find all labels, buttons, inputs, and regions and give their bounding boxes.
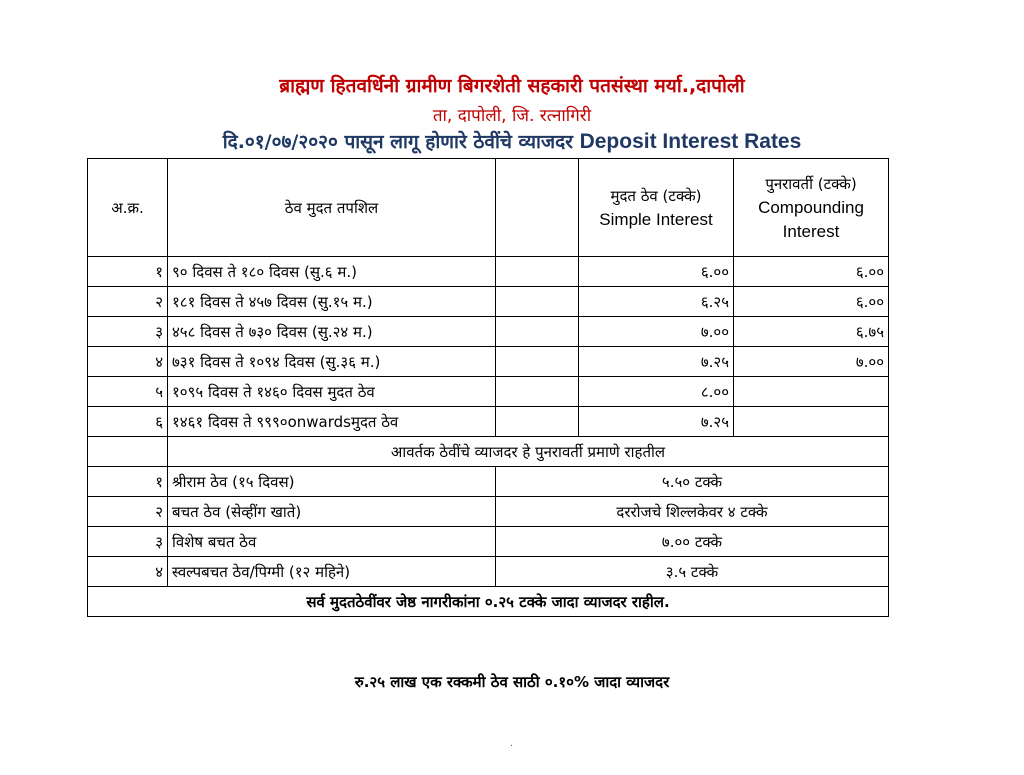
row-description: विशेष बचत ठेव [168, 527, 496, 557]
row-blank [496, 257, 579, 287]
row-compound-rate: ६.०० [734, 257, 889, 287]
row-description: श्रीराम ठेव (१५ दिवस) [168, 467, 496, 497]
row-description: १४६१ दिवस ते ९९९०onwardsमुदत ठेव [168, 407, 496, 437]
header-simple-interest [579, 159, 734, 257]
row-simple-rate: ७.२५ [579, 347, 734, 377]
row-rate: ५.५० टक्के [496, 467, 889, 497]
row-serial: १ [88, 257, 168, 287]
row-serial: २ [88, 287, 168, 317]
row-compound-rate: ६.७५ [734, 317, 889, 347]
subtitle-english: Deposit Interest Rates [579, 130, 802, 153]
row-description: स्वल्पबचत ठेव/पिग्मी (१२ महिने) [168, 557, 496, 587]
subtitle-marathi: दि.०१/०७/२०२० पासून लागू होणारे ठेवींचे व्याजदर [222, 131, 573, 153]
org-address: ता, दापोली, जि. रत्नागिरी [432, 106, 592, 126]
row-rate: दररोजचे शिल्लकेवर ४ टक्के [496, 497, 889, 527]
row-compound-rate: ६.०० [734, 287, 889, 317]
row-description: ९० दिवस ते १८० दिवस (सु.६ म.) [168, 257, 496, 287]
row-blank [496, 377, 579, 407]
row-blank [496, 347, 579, 377]
row-blank [496, 317, 579, 347]
table-row [88, 317, 889, 347]
row-blank [496, 287, 579, 317]
row-serial: ४ [88, 557, 168, 587]
senior-note-row [88, 587, 889, 617]
row-serial: ६ [88, 407, 168, 437]
row-compound-rate [734, 377, 889, 407]
header-blank [496, 159, 579, 257]
page-title [0, 128, 1024, 154]
row-serial: ५ [88, 377, 168, 407]
table-row [88, 527, 889, 557]
header-serial: अ.क्र. [88, 159, 168, 257]
table-header-row [88, 159, 889, 257]
header-simple-mr: मुदत ठेव (टक्के) [610, 186, 702, 205]
row-serial: ३ [88, 317, 168, 347]
row-description: १८१ दिवस ते ४५७ दिवस (सु.१५ म.) [168, 287, 496, 317]
row-simple-rate: ८.०० [579, 377, 734, 407]
org-name: ब्राह्मण हितवर्धिनी ग्रामीण बिगरशेती सहकारी पतसंस्था मर्या.,दापोली [279, 75, 745, 97]
row-simple-rate: ६.०० [579, 257, 734, 287]
row-description: बचत ठेव (सेव्हींग खाते) [168, 497, 496, 527]
row-description: ७३१ दिवस ते १०९४ दिवस (सु.३६ म.) [168, 347, 496, 377]
row-rate: ३.५ टक्के [496, 557, 889, 587]
senior-citizen-note: सर्व मुदतठेवींवर जेष्ठ नागरीकांना ०.२५ टक्के जादा व्याजदर राहील. [88, 587, 889, 617]
table-row [88, 287, 889, 317]
table-row [88, 407, 889, 437]
page-dot: . [510, 738, 514, 749]
row-rate: ७.०० टक्के [496, 527, 889, 557]
table-row [88, 347, 889, 377]
row-serial [88, 437, 168, 467]
row-description: १०९५ दिवस ते १४६० दिवस मुदत ठेव [168, 377, 496, 407]
row-serial: २ [88, 497, 168, 527]
row-simple-rate: ७.२५ [579, 407, 734, 437]
header-compound-mr: पुनरावर्ती (टक्के) [765, 174, 857, 193]
header-compound-en1: Compounding [758, 197, 864, 217]
table-row [88, 257, 889, 287]
row-compound-rate [734, 407, 889, 437]
row-compound-rate: ७.०० [734, 347, 889, 377]
row-simple-rate: ६.२५ [579, 287, 734, 317]
footer-note: रु.२५ लाख एक रक्कमी ठेव साठी ०.१०% जादा व्याजदर [354, 673, 670, 691]
row-serial: ३ [88, 527, 168, 557]
row-simple-rate: ७.०० [579, 317, 734, 347]
header-compounding-interest [734, 159, 889, 257]
header-compound-en2: Interest [782, 221, 840, 241]
interest-rate-table [87, 158, 889, 617]
row-description: ४५८ दिवस ते ७३० दिवस (सु.२४ म.) [168, 317, 496, 347]
table-row [88, 467, 889, 497]
recurring-note: आवर्तक ठेवींचे व्याजदर हे पुनरावर्ती प्रमाणे राहतील [168, 437, 889, 467]
row-blank [496, 407, 579, 437]
table-row [88, 377, 889, 407]
recurring-note-row [88, 437, 889, 467]
row-serial: १ [88, 467, 168, 497]
table-row [88, 497, 889, 527]
table-row [88, 557, 889, 587]
header-simple-en: Simple Interest [599, 209, 713, 229]
header-details: ठेव मुदत तपशिल [168, 159, 496, 257]
row-serial: ४ [88, 347, 168, 377]
